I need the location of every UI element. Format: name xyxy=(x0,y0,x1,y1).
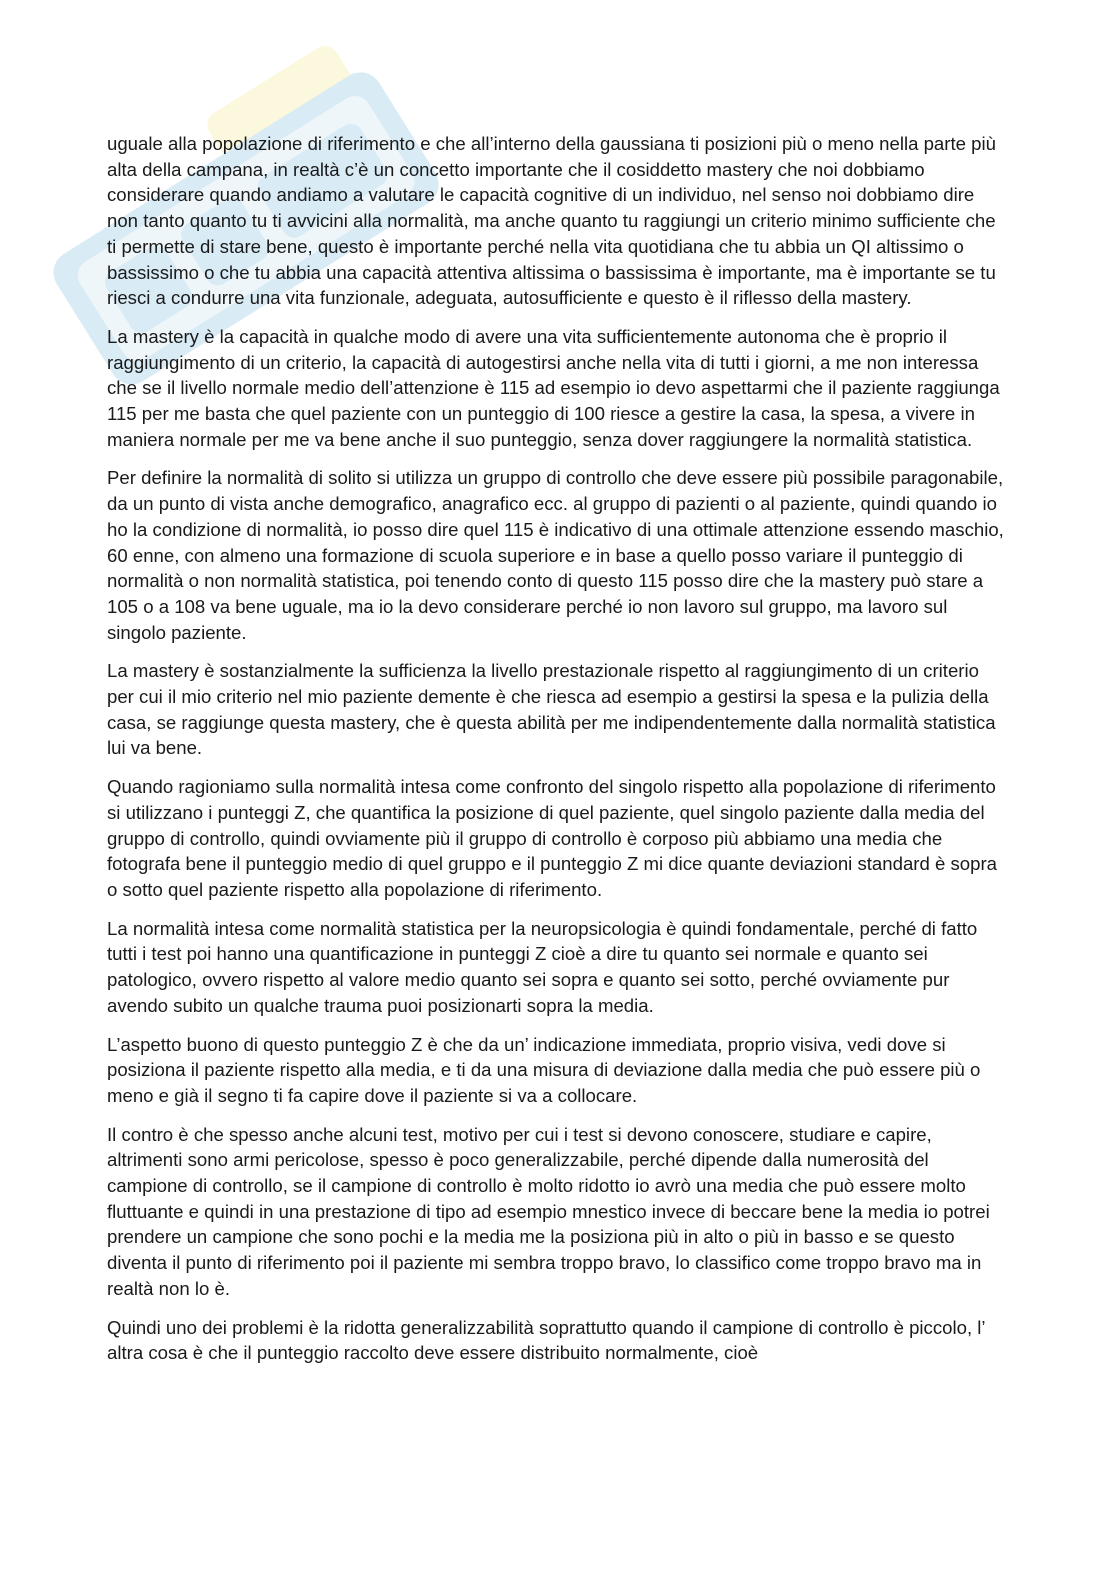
paragraph: Quando ragioniamo sulla normalità intesa come confronto del singolo rispetto alla popolazione di riferimento si utilizzano i punteggi Z, che quantifica la posizione di quel paziente, quel singolo paziente dalla media del gruppo di controllo, quindi ovviamente più il gruppo di controllo è corposo più abbiamo una media che fotografa bene il punteggio medio di quel gruppo e il punteggio Z mi dice quante deviazioni standard è sopra o sotto quel paziente rispetto alla popolazione di riferimento. xyxy=(107,776,998,900)
paragraph: La normalità intesa come normalità statistica per la neuropsicologia è quindi fondamentale, perché di fatto tutti i test poi hanno una quantificazione in punteggi Z cioè a dire tu quanto sei normale e quanto sei patologico, ovvero rispetto al valore medio quanto sei sopra e quanto sei sotto, perché ovviamente pur avendo subito un qualche trauma puoi posizionarti sopra la media. xyxy=(107,917,978,1016)
paragraph: Il contro è che spesso anche alcuni test, motivo per cui i test si devono conoscere, studiare e capire, altrimenti sono armi pericolose, spesso è poco generalizzabile, perché dipende dalla numerosità del campione di controllo, se il campione di controllo è molto ridotto io avrò una media che può essere molto fluttuante e quindi in una prestazione di tipo ad esempio mnestico invece di beccare bene la media io potrei prendere un campione che sono pochi e la media me la posiziona più in alto o più in basso e se questo diventa il punto di riferimento poi il paziente mi sembra troppo bravo, lo classifico come troppo bravo ma in realtà non lo è. xyxy=(107,1123,990,1299)
paragraph: L’aspetto buono di questo punteggio Z è che da un’ indicazione immediata, proprio visiva, vedi dove si posiziona il paziente rispetto alla media, e ti da una misura di deviazione dalla media che può essere più o meno e già il segno ti fa capire dove il paziente si va a collocare. xyxy=(107,1033,981,1106)
paragraph: La mastery è la capacità in qualche modo di avere una vita sufficientemente autonoma che è proprio il raggiungimento di un criterio, la capacità di autogestirsi anche nella vita di tutti i giorni, a me non interessa che se il livello normale medio dell’attenzione è 115 ad esempio io devo aspettarmi che il paziente raggiunga 115 per me basta che quel paziente con un punteggio di 100 riesce a gestire la casa, la spesa, a vivere in maniera normale per me va bene anche il suo punteggio, senza dover raggiungere la normalità statistica. xyxy=(107,325,1000,450)
paragraph: Per definire la normalità di solito si utilizza un gruppo di controllo che deve essere più possibile paragonabile, da un punto di vista anche demografico, anagrafico ecc. al gruppo di pazienti o al paziente, quindi quando io ho la condizione di normalità, io posso dire quel 115 è indicativo di una ottimale attenzione essendo maschio, 60 enne, con almeno una formazione di scuola superiore e in base a quello posso variare il punteggio di normalità o non normalità statistica, poi tenendo conto di questo 115 posso dire che la mastery può stare a 105 o a 108 va bene uguale, ma io la devo considerare perché io non lavoro sul gruppo, ma lavoro sul singolo paziente. xyxy=(107,467,1004,643)
paragraph: Quindi uno dei problemi è la ridotta generalizzabilità soprattutto quando il campione di controllo è piccolo, l’ altra cosa è che il punteggio raccolto deve essere distribuito normalmente, cioè xyxy=(107,1316,985,1364)
document-body xyxy=(107,131,1009,1379)
paragraph: La mastery è sostanzialmente la sufficienza la livello prestazionale rispetto al raggiungimento di un criterio per cui il mio criterio nel mio paziente demente è che riesca ad esempio a gestirsi la spesa e la pulizia della casa, se raggiunge questa mastery, che è questa abilità per me indipendentemente dalla normalità statistica lui va bene. xyxy=(107,660,996,759)
paragraph: uguale alla popolazione di riferimento e che all’interno della gaussiana ti posizioni più o meno nella parte più alta della campana, in realtà c’è un concetto importante che il cosiddetto mastery che noi dobbiamo considerare quando andiamo a valutare le capacità cognitive di un individuo, nel senso noi dobbiamo dire non tanto quanto tu ti avvicini alla normalità, ma anche quanto tu raggiungi un criterio minimo sufficiente che ti permette di stare bene, questo è importante perché nella vita quotidiana che tu abbia un QI altissimo o bassissimo o che tu abbia una capacità attentiva altissima o bassissima è importante, ma è importante se tu riesci a condurre una vita funzionale, adeguata, autosufficiente e questo è il riflesso della mastery. xyxy=(107,133,996,309)
